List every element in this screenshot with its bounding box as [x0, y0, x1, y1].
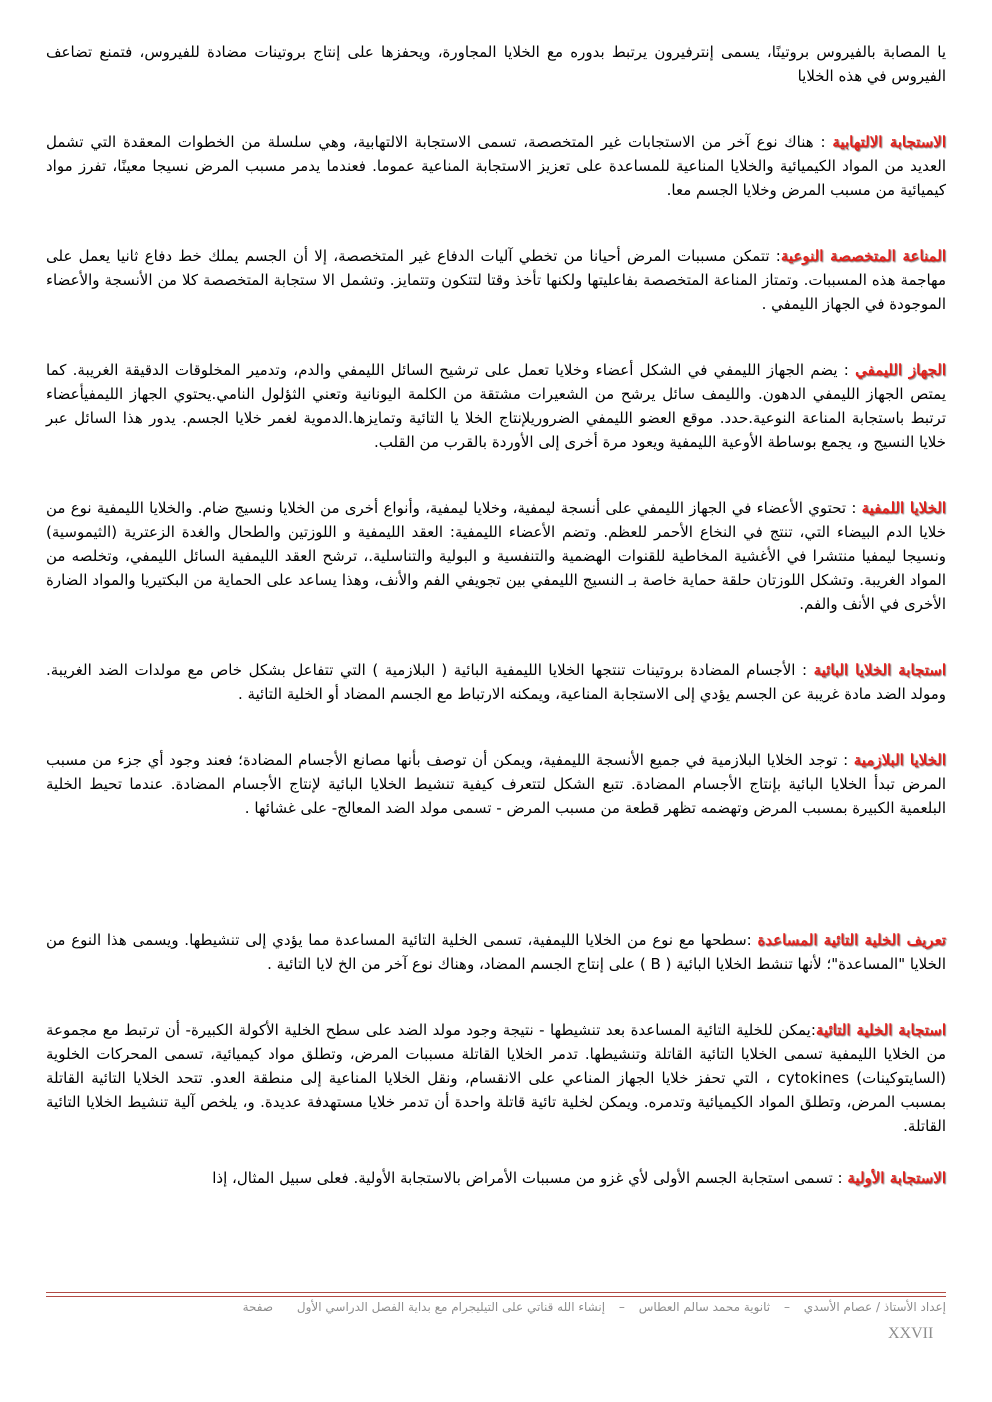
paragraph-term: استجابة الخلية التائية: [815, 1021, 946, 1039]
footer-channel: إنشاء الله قناتي على التيليجرام مع بداية الفصل الدراسي الأول: [296, 1300, 606, 1314]
paragraph-text: الأجسام المضادة بروتينات تنتجها الخلايا الليمفية البائية ( البلازمية ) التي تتفاعل بشكل خاص مع مولدات الضد الغريبة. ومولد الضد مادة غريبة عن الجسم يؤدي إلى الاستجابة المناعية، ويمكنه الارتباط مع الجسم المضاد أو الخلية التائية .: [46, 661, 946, 703]
paragraph-primary-response: [46, 1166, 946, 1190]
footer-page-label: صفحة: [242, 1300, 274, 1314]
term-separator: :: [769, 247, 781, 265]
paragraph-term: استجابة الخلايا البائية: [813, 661, 947, 679]
page-number: XXVII: [888, 1325, 934, 1342]
paragraph-lymphatic-system: [46, 358, 946, 454]
paragraph-text: تتمكن مسببات المرض أحيانا من تخطي آليات الدفاع غير المتخصصة، إلا أن الجسم يملك خط دفاع ثانيا يعمل على مهاجمة هذه المسببات. وتمتاز المناعة المتخصصة بفاعليتها ولكنها تأخذ وقتا لتتكون وتتمايز. وتشمل الا ستجابة المتخصصة كلا من الأنسجة والأعضاء الموجودة في الجهاز الليمفي .: [46, 247, 946, 313]
paragraph-text: يضم الجهاز الليمفي في الشكل أعضاء وخلايا تعمل على ترشيح السائل الليمفي والدم، وتدمير المخلوقات الدقيقة الغريبة. كما يمتص الجهاز الليمفي الدهون. والليمف سائل يرشح من الشعيرات مشتقة من الكلمة اليونانية وتعني الثؤلول النامي.يحتوي الجهاز الليمفيأعضاء ترتبط باستجابة المناعة النوعية.حدد. موقع العضو الليمفي الضروريلإنتاج الخلا يا التائية وتمايزها.الدموية لغمر خلايا الجسم. يدور هذا السائل عبر خلايا النسيج و، يجمع بوساطة الأوعية الليمفية ويعود مرة أخرى إلى الأوردة بالقرب من القلب.: [46, 361, 946, 451]
paragraph-text: تسمى استجابة الجسم الأولى لأي غزو من مسببات الأمراض بالاستجابة الأولية. فعلى سبيل المثال، إذا: [212, 1169, 833, 1187]
paragraph-text: توجد الخلايا البلازمية في جميع الأنسجة الليمفية، ويمكن أن توصف بأنها مصانع الأجسام المضادة؛ فعند وجود أي جزء من مسبب المرض تبدأ الخلايا البائية بإنتاج الأجسام المضادة. تتبع الشكل لتتعرف كيفية تنشيط الخلايا البائية لإنتاج الأجسام المضادة. عندما تحيط الخلية البلعمية الكبيرة بمسبب المرض وتهضمه تظهر قطعة من مسبب المرض - تسمى مولد الضد المعالج- على غشائها .: [46, 751, 946, 817]
footer-author: إعداد الأستاذ / عصام الأسدي: [803, 1300, 946, 1314]
paragraph-inflammatory-response: [46, 130, 946, 202]
paragraph-term: الخلايا اللمفية: [861, 499, 946, 517]
paragraph-text: تحتوي الأعضاء في الجهاز الليمفي على أنسجة ليمفية، وخلايا ليمفية، وأنواع أخرى من الخلايا ونسيج ضام. والخلايا الليمفية نوع من خلايا الدم البيضاء التي، تنتج في النخاع الأحمر للعظم. وتضم الأعضاء الليمفية: العقد الليمفية و اللوزتين والطحال والغدة الزعترية (الثيموسية) ونسيجا ليمفيا منتشرا في الأغشية المخاطية للقنوات الهضمية والتنفسية و البولية والتناسلية.، ترشح العقد الليمفية السائل الليمفي، وتخلصه من المواد الغريبة. وتشكل اللوزتان حلقة حماية خاصة بـ النسيج الليمفي بين تجويفي الفم والأنف، وهذا يساعد على الحماية من البكتيريا والمواد الضارة الأخرى في الأنف والفم.: [46, 499, 946, 613]
paragraph-term: تعريف الخلية التائية المساعدة: [757, 931, 946, 949]
footer-divider: [46, 1292, 946, 1297]
term-separator: :: [846, 499, 862, 517]
term-separator: :: [832, 1169, 848, 1187]
paragraph-specific-immunity: [46, 244, 946, 316]
footer-school: ثانوية محمد سالم العطاس: [638, 1300, 771, 1314]
paragraph-plasma-cells: [46, 748, 946, 820]
paragraph-term: الاستجابة الأولية: [847, 1169, 946, 1187]
paragraph-text: يمكن للخلية التائية المساعدة بعد تنشيطها - نتيجة وجود مولد الضد على سطح الخلية الأكولة الكبيرة- أن ترتبط مع مجموعة من الخلايا الليمفية تسمى الخلايا التائية القاتلة وتنشيطها. تدمر الخلايا القاتلة مسببات المرض، وتطلق مواد كيميائية، تسمى المحركات الخلوية (السايتوكينات) cytokines ، التي تحفز خلايا الجهاز المناعي على الانقسام، ونقل الخلايا المناعية إلى منطقة العدو. تتحد الخلايا التائية القاتلة بمسبب المرض، وتطلق المواد الكيميائية وتدمره. ويمكن لخلية تائية قاتلة واحدة أن تدمر خلايا مستهدفة عديدة. و، يلخص آلية تنشيط الخلايا التائية القاتلة.: [46, 1021, 946, 1135]
paragraph-text: هناك نوع آخر من الاستجابات غير المتخصصة، تسمى الاستجابة الالتهابية، وهي سلسلة من الخطوات المعقدة التي تشمل العديد من المواد الكيميائية والخلايا المناعية للمساعدة على تعزيز الاستجابة المناعية عموما. فعندما يدمر مسبب المرض نسيجا معينًا، تفرز مواد كيميائية من مسبب المرض وخلايا الجسم معا.: [46, 133, 946, 199]
paragraph-helper-t-cell: [46, 928, 946, 976]
paragraph-term: الاستجابة الالتهابية: [832, 133, 946, 151]
paragraph-term: الخلايا البلازمية: [853, 751, 947, 769]
paragraph-b-cell-response: [46, 658, 946, 706]
paragraph-t-cell-response: [46, 1018, 946, 1138]
paragraph-interferon: [46, 40, 946, 88]
footer-separator: –: [783, 1300, 790, 1314]
document-body: [46, 40, 946, 1190]
term-separator: :: [795, 661, 814, 679]
footer-separator: –: [618, 1300, 625, 1314]
paragraph-text: يا المصابة بالفيروس بروتينًا، يسمى إنترفيرون يرتبط بدوره مع الخلايا المجاورة، ويحفزها على إنتاج بروتينات مضادة للفيروس، فتمنع تضاعف الفيروس في هذه الخلايا: [46, 43, 946, 85]
term-separator: :: [746, 931, 758, 949]
term-separator: :: [813, 133, 833, 151]
paragraph-term: الجهاز الليمفي: [855, 361, 946, 379]
paragraph-lymphocytes: [46, 496, 946, 616]
page-footer: [46, 1300, 946, 1314]
paragraph-text: سطحها مع نوع من الخلايا الليمفية، تسمى الخلية التائية المساعدة مما يؤدي إلى تنشيطها. ويسمى هذا النوع من الخلايا "المساعدة"؛ لأنها تنشط الخلايا البائية ( B ) على إنتاج الجسم المضاد، وهناك نوع آخر من الخ لايا التائية .: [46, 931, 946, 973]
term-separator: :: [837, 361, 856, 379]
term-separator: :: [810, 1021, 816, 1039]
paragraph-term: المناعة المتخصصة النوعية: [780, 247, 947, 265]
term-separator: :: [837, 751, 854, 769]
